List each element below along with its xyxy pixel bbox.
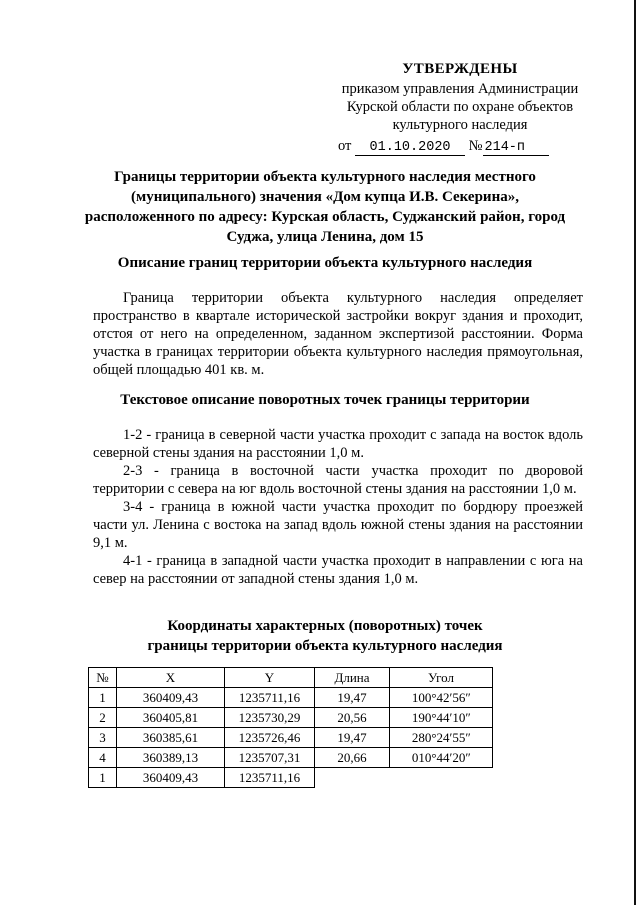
header-y: Y [225, 668, 315, 688]
section-heading-points: Текстовое описание поворотных точек границы территории [120, 392, 530, 408]
document-title: Границы территории объекта культурного наследия местного (муниципального) значения «Дом купца И.В. Секерина», расположенного по адресу: Курская область, Суджанский район, город Суджа, улица Ленина, дом 15 [84, 169, 566, 245]
cell-number: 2 [89, 708, 117, 728]
approval-title: УТВЕРЖДЕНЫ [402, 61, 518, 77]
cell-length: 19,47 [315, 688, 390, 708]
cell-y: 1235711,16 [225, 768, 315, 788]
page-edge-line [634, 0, 636, 905]
cell-y: 1235707,31 [225, 748, 315, 768]
cell-angle: 010°44ʹ20ʺ [390, 748, 493, 768]
approval-line-3: культурного наследия [392, 117, 528, 133]
table-row [89, 748, 493, 768]
point-description: 2-3 - граница в восточной части участка проходит по дворовой территории с севера на юг вдоль восточной стены здания на расстоянии 1,0 м. [93, 463, 583, 497]
table-header-row [89, 668, 493, 688]
cell-angle: 100°42ʹ56ʺ [390, 688, 493, 708]
approval-line-1: приказом управления Администрации [341, 81, 579, 97]
approval-stamp [330, 60, 590, 156]
order-number: 214-п [483, 140, 549, 156]
date-prefix: от [338, 138, 352, 154]
cell-number: 3 [89, 728, 117, 748]
section-heading-description: Описание границ территории объекта культурного наследия [117, 255, 533, 271]
cell-length: 20,66 [315, 748, 390, 768]
cell-y: 1235726,46 [225, 728, 315, 748]
point-description: 4-1 - граница в западной части участка проходит в направлении с юга на север на расстоянии от западной стены здания 1,0 м. [93, 553, 583, 587]
description-text [93, 289, 583, 379]
cell-length: 20,56 [315, 708, 390, 728]
cell-length: 19,47 [315, 728, 390, 748]
cell-x: 360385,61 [117, 728, 225, 748]
table-row [89, 768, 493, 788]
order-date-number [330, 137, 590, 156]
cell-x: 360405,81 [117, 708, 225, 728]
cell-number: 4 [89, 748, 117, 768]
coordinates-table [88, 667, 493, 788]
section-heading-coordinates-2: границы территории объекта культурного наследия [147, 638, 503, 654]
cell-y: 1235730,29 [225, 708, 315, 728]
description-paragraph: Граница территории объекта культурного наследия определяет пространство в квартале исторической застройки вокруг здания и проходит, отстоя от него на определенном, заданном экспертизой расстоянии. Форма участка в границах территории объекта культурного наследия прямоугольная, общей площадью 401 кв. м. [93, 290, 583, 378]
header-length: Длина [315, 668, 390, 688]
order-date: 01.10.2020 [355, 140, 465, 156]
point-description: 1-2 - граница в северной части участка проходит с запада на восток вдоль северной стены здания на расстоянии 1,0 м. [93, 427, 583, 461]
cell-angle-empty [390, 768, 493, 788]
cell-x: 360409,43 [117, 768, 225, 788]
cell-angle: 280°24ʹ55ʺ [390, 728, 493, 748]
cell-number: 1 [89, 768, 117, 788]
cell-y: 1235711,16 [225, 688, 315, 708]
point-description: 3-4 - граница в южной части участка проходит по бордюру проезжей части ул. Ленина с востока на запад вдоль южной стены здания на расстоянии 9,1 м. [93, 499, 583, 551]
cell-angle: 190°44ʹ10ʺ [390, 708, 493, 728]
table-row [89, 708, 493, 728]
number-prefix: № [468, 138, 483, 154]
cell-length-empty [315, 768, 390, 788]
table-row [89, 728, 493, 748]
header-x: X [117, 668, 225, 688]
section-heading-coordinates-1: Координаты характерных (поворотных) точек [167, 618, 483, 634]
cell-x: 360389,13 [117, 748, 225, 768]
cell-x: 360409,43 [117, 688, 225, 708]
cell-number: 1 [89, 688, 117, 708]
table-row [89, 688, 493, 708]
header-number: № [89, 668, 117, 688]
header-angle: Угол [390, 668, 493, 688]
points-list [93, 426, 583, 588]
approval-line-2: Курской области по охране объектов [346, 99, 574, 115]
